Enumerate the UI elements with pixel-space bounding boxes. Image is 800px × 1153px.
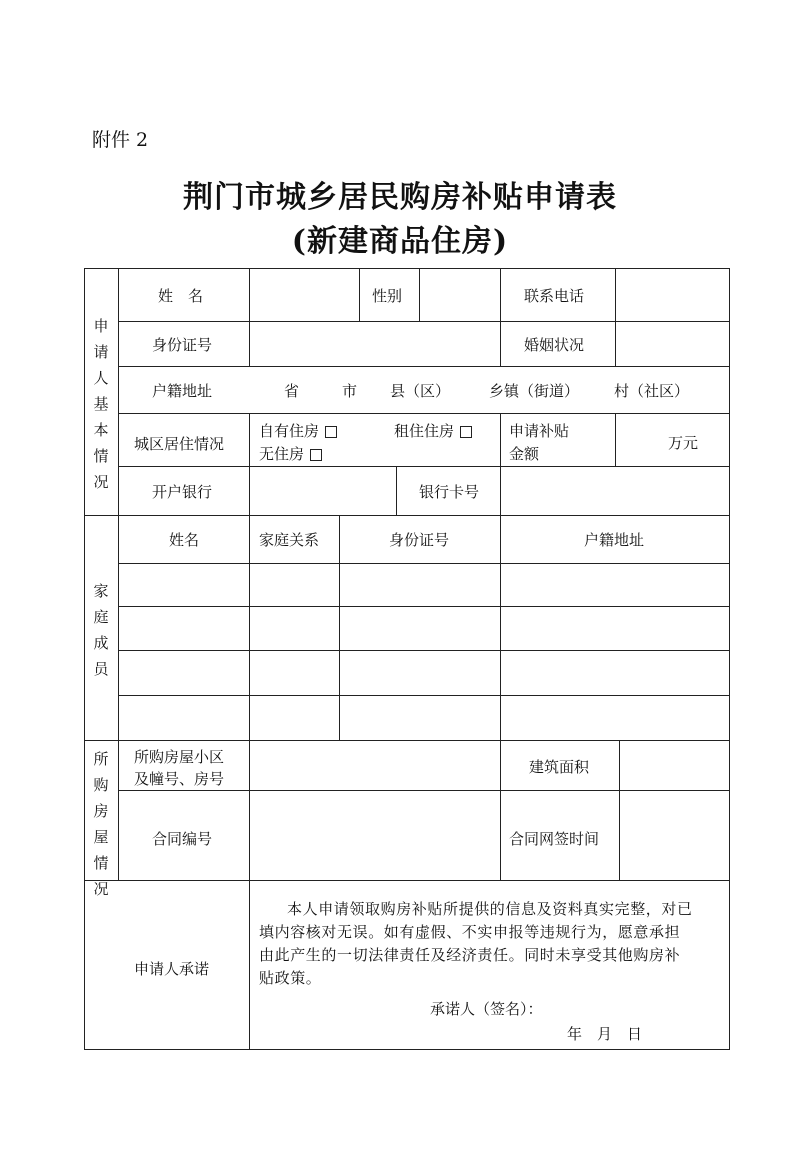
- row-line: [118, 466, 730, 467]
- option-rent-house[interactable]: [394, 422, 472, 440]
- col-line: [396, 466, 397, 515]
- pledge-label: 申请人承诺: [134, 960, 210, 978]
- family-header-relation: 家庭关系: [259, 531, 320, 549]
- option-own-house-label: 自有住房: [259, 422, 320, 440]
- divider-house: [84, 740, 730, 741]
- bank-card-label: 银行卡号: [419, 483, 480, 501]
- row-line: [118, 606, 730, 607]
- subsidy-label-line2: 金额: [509, 445, 540, 463]
- row-line: [118, 790, 730, 791]
- col-line: [419, 268, 420, 321]
- phone-label: 联系电话: [524, 287, 585, 305]
- row-line: [118, 321, 730, 322]
- section-column-line: [118, 268, 119, 880]
- col-line: [249, 413, 250, 515]
- col-line: [500, 740, 501, 880]
- attachment-label: 附件 2: [92, 129, 149, 151]
- checkbox-no-house[interactable]: [310, 449, 322, 461]
- hukou-address-label: 户籍地址: [152, 382, 213, 400]
- col-line: [500, 268, 501, 366]
- row-line: [118, 650, 730, 651]
- hukou-county: 县（区）: [390, 382, 451, 400]
- pledge-line-2: 填内容核对无误。如有虚假、不实申报等违规行为，愿意承担: [259, 923, 681, 941]
- col-line: [615, 268, 616, 366]
- form-title: 荆门市城乡居民购房补贴申请表: [183, 180, 617, 215]
- col-line: [615, 413, 616, 466]
- pledge-line-4: 贴政策。: [259, 969, 322, 987]
- option-own-house[interactable]: [259, 422, 337, 440]
- section-house-label: 所购房屋情况: [93, 750, 109, 898]
- pledge-date: 年 月 日: [567, 1025, 643, 1043]
- row-line: [118, 366, 730, 367]
- pledge-line-1: 本人申请领取购房补贴所提供的信息及资料真实完整，对已: [287, 900, 693, 918]
- option-no-house[interactable]: [259, 445, 322, 463]
- subsidy-unit: 万元: [668, 434, 699, 452]
- row-line: [118, 695, 730, 696]
- hukou-province: 省: [284, 382, 300, 400]
- col-line: [619, 740, 620, 880]
- gender-label: 性别: [372, 287, 403, 305]
- row-line: [118, 413, 730, 414]
- form-subtitle: (新建商品住房): [291, 224, 509, 259]
- col-line: [249, 740, 250, 880]
- hukou-village: 村（社区）: [614, 382, 690, 400]
- family-header-name: 姓名: [169, 531, 200, 549]
- name-label: 姓 名: [158, 287, 204, 305]
- table-border-left: [84, 268, 85, 1050]
- col-line: [359, 268, 360, 321]
- floor-area-label: 建筑面积: [529, 758, 590, 776]
- hukou-city: 市: [342, 382, 358, 400]
- application-form-table: [84, 268, 730, 1050]
- col-line: [249, 515, 250, 740]
- section-family-label: 家庭成员: [93, 582, 109, 678]
- family-header-id: 身份证号: [389, 531, 450, 549]
- divider-pledge: [84, 880, 730, 881]
- divider-family: [84, 515, 730, 516]
- signer-label: 承诺人（签名）：: [430, 1000, 543, 1018]
- subsidy-label-line1: 申请补贴: [509, 422, 570, 440]
- col-line: [249, 268, 250, 366]
- marital-status-label: 婚姻状况: [524, 336, 585, 354]
- contract-sign-time-label: 合同网签时间: [509, 830, 600, 848]
- hukou-town: 乡镇（街道）: [489, 382, 580, 400]
- col-line: [339, 515, 340, 740]
- col-line: [500, 413, 501, 515]
- community-label-line1: 所购房屋小区: [134, 748, 225, 766]
- table-border-bottom: [84, 1049, 730, 1050]
- option-no-house-label: 无住房: [259, 445, 305, 463]
- pledge-line-3: 由此产生的一切法律责任及经济责任。同时未享受其他购房补: [259, 946, 681, 964]
- col-line: [500, 515, 501, 740]
- contract-number-label: 合同编号: [152, 830, 213, 848]
- community-label-line2: 及幢号、房号: [134, 770, 225, 788]
- option-rent-house-label: 租住住房: [394, 422, 455, 440]
- row-line: [118, 563, 730, 564]
- family-header-address: 户籍地址: [584, 531, 645, 549]
- checkbox-rent-house[interactable]: [460, 426, 472, 438]
- checkbox-own-house[interactable]: [325, 426, 337, 438]
- id-number-label: 身份证号: [152, 336, 213, 354]
- col-line: [249, 880, 250, 1050]
- section-applicant-label: 申请人基本情况: [93, 317, 109, 491]
- residence-label: 城区居住情况: [134, 435, 225, 453]
- table-border-top: [84, 268, 730, 269]
- table-border-right: [729, 268, 730, 1050]
- bank-label: 开户银行: [152, 483, 213, 501]
